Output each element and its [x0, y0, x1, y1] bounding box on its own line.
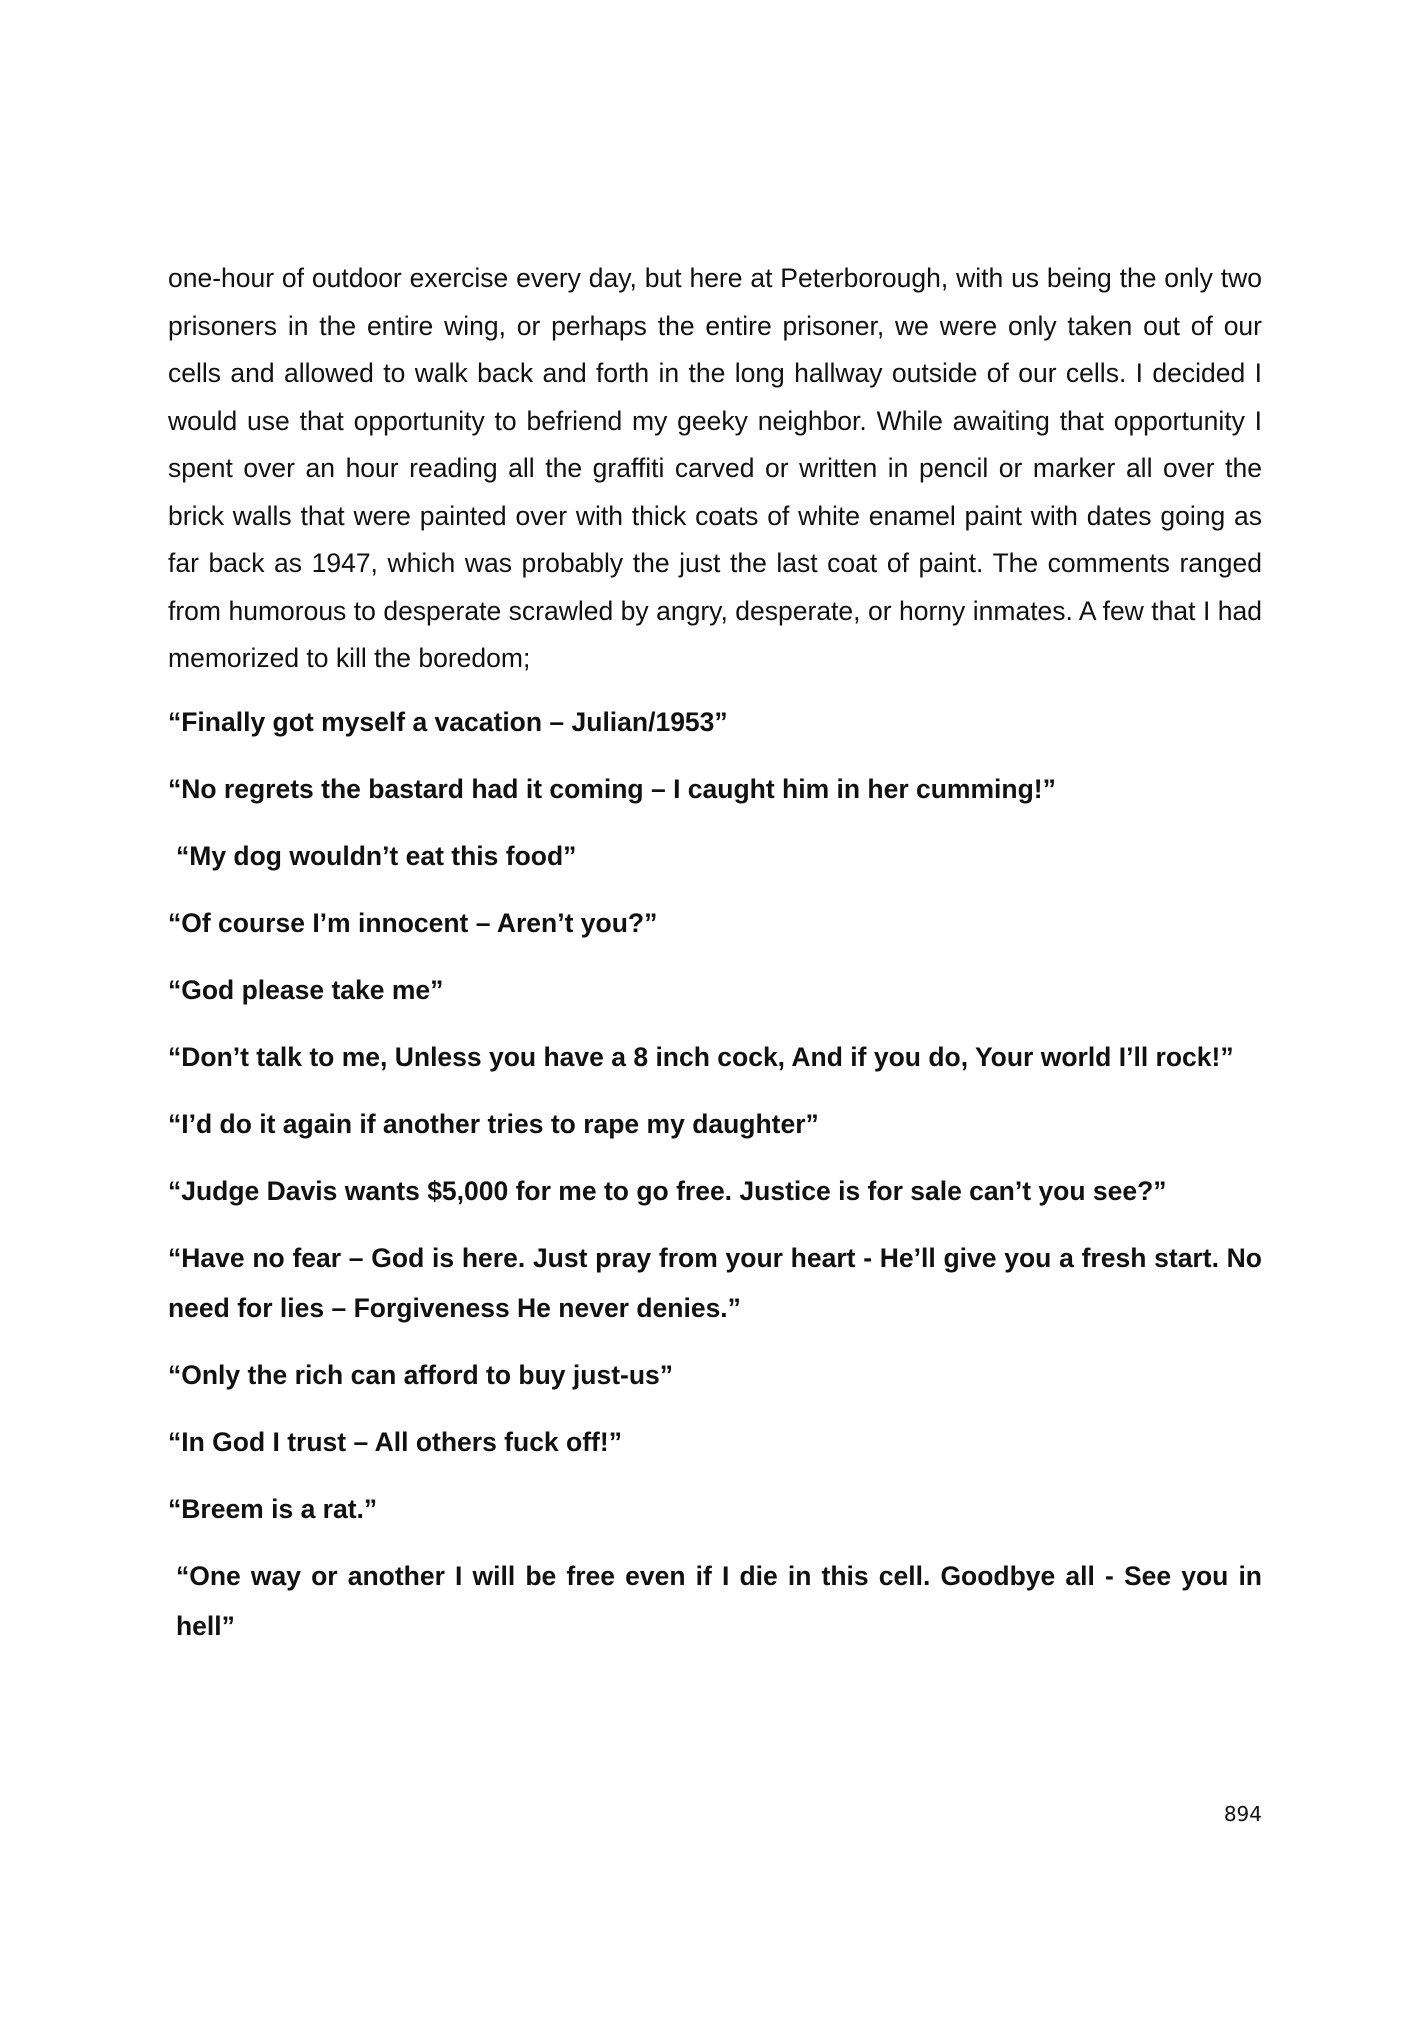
- body-paragraph: one-hour of outdoor exercise every day, but here at Peterborough, with us being the only two prisoners in the entire wing, or perhaps the entire prisoner, we were only taken out of our cells and allowed to walk back and forth in the long hallway outside of our cells. I decided I would use that opportunity to befriend my geeky neighbor. While awaiting that opportunity I spent over an hour reading all the graffiti carved or written in pencil or marker all over the brick walls that were painted over with thick coats of white enamel paint with dates going as far back as 1947, which was probably the just the last coat of paint. The comments ranged from humorous to desperate scrawled by angry, desperate, or horny inmates. A few that I had memorized to kill the boredom;: [168, 263, 1262, 673]
- graffiti-quote: “No regrets the bastard had it coming – I caught him in her cumming!”: [168, 774, 1056, 804]
- graffiti-quote: “Finally got myself a vacation – Julian/1953”: [168, 707, 728, 737]
- graffiti-quote: “In God I trust – All others fuck off!”: [168, 1427, 622, 1457]
- graffiti-quote: “One way or another I will be free even if I die in this cell. Goodbye all - See you in hell”: [176, 1561, 1262, 1641]
- graffiti-quote: “Don’t talk to me, Unless you have a 8 inch cock, And if you do, Your world I’ll rock!”: [168, 1042, 1234, 1072]
- graffiti-quote: “My dog wouldn’t eat this food”: [176, 841, 577, 871]
- graffiti-quote: “I’d do it again if another tries to rape my daughter”: [168, 1109, 819, 1139]
- graffiti-quote: “Breem is a rat.”: [168, 1494, 378, 1524]
- graffiti-quote: “Of course I’m innocent – Aren’t you?”: [168, 908, 658, 938]
- page-number: 894: [1223, 1802, 1262, 1826]
- graffiti-quote: “Judge Davis wants $5,000 for me to go free. Justice is for sale can’t you see?”: [168, 1176, 1167, 1206]
- graffiti-quotes-list: [168, 697, 1262, 1668]
- graffiti-quote: “Only the rich can afford to buy just-us”: [168, 1360, 674, 1390]
- graffiti-quote: “God please take me”: [168, 975, 444, 1005]
- graffiti-quote: “Have no fear – God is here. Just pray from your heart - He’ll give you a fresh start. No need for lies – Forgiveness He never denies.”: [168, 1243, 1262, 1323]
